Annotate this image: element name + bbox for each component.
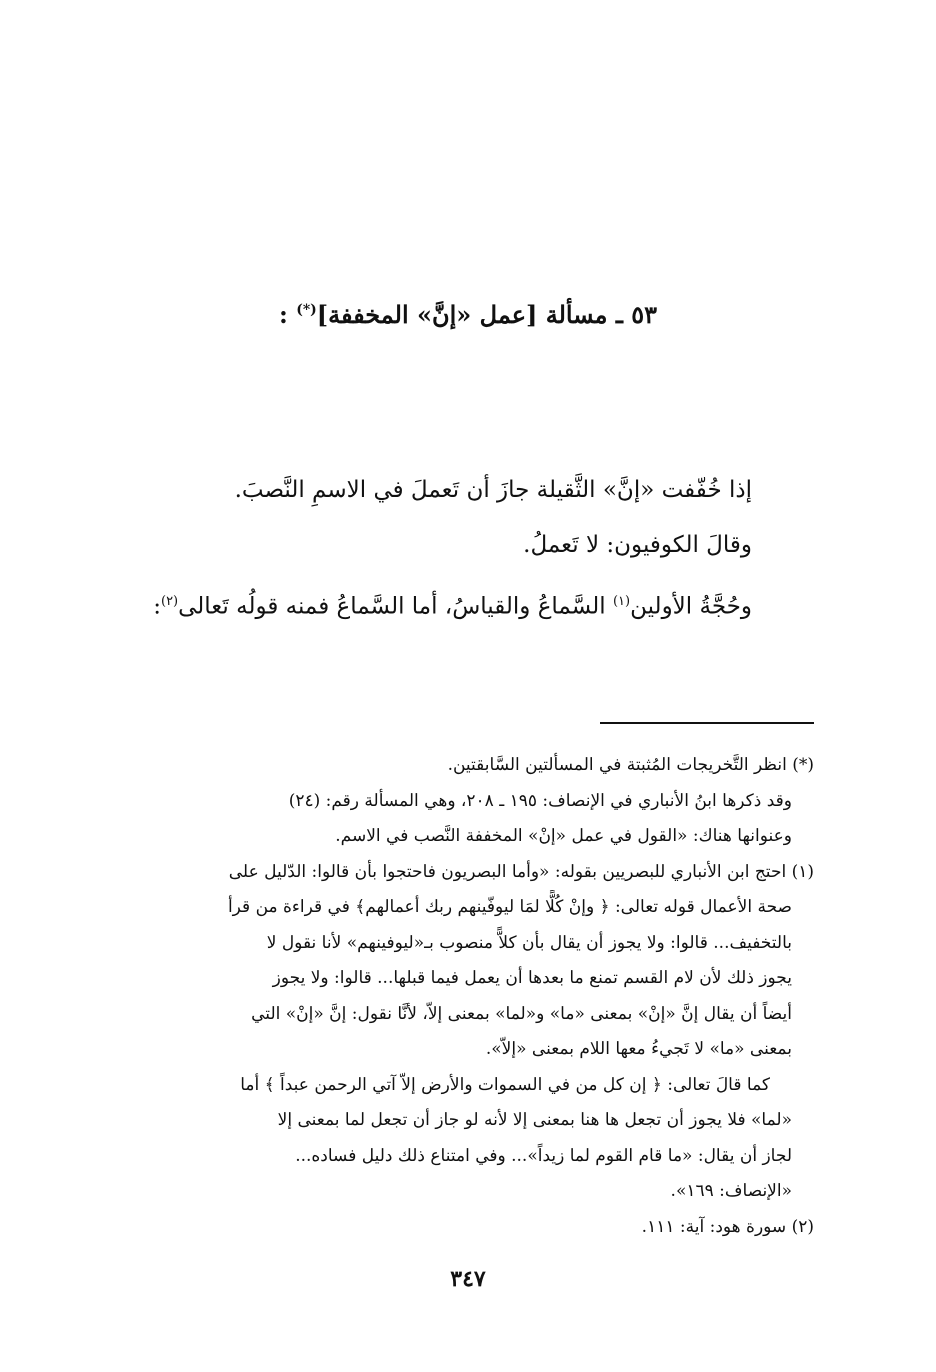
body-line-2-text: وقالَ الكوفيون: لا تَعملُ. [523,532,752,558]
footnote-line: بالتخفيف... قالوا: ولا يجوز أن يقال بأن كلاًّ منصوب بـ«ليوفينهم» لأنا نقول لا [266,932,792,953]
footnote-ref-1[interactable]: (١) [612,594,631,609]
footnote-separator [600,722,814,724]
body-line-1-text: إذا خُفّفت «إنَّ» الثَّقيلة جازَ أن تَعملَ في الاسمِ النَّصبَ. [234,477,752,503]
footnote-line: كما قالَ تعالى: ﴿ إن كل من في السموات والأرض إلاّ آتي الرحمن عبداً ﴾ أما [240,1074,770,1095]
body-line-3-end: : [153,593,161,620]
footnote-line: «لما» فلا يجوز أن تجعل ها هنا بمعنى إلا لأنه لو جاز أن تجعل لما بمعنى إلا [277,1110,792,1130]
footnote-line: يجوز ذلك لأن لام القسم تمنع ما بعدها أن يعمل فيما قبلها... قالوا: ولا يجوز [272,968,792,988]
footnote-line: وعنوانها هناك: «القول في عمل «إنْ» المخففة النَّصب في الاسم. [335,826,792,846]
heading-text: ٥٣ ـ مسألة [عمل «إنَّ» المخففة] [316,300,657,329]
footnote-line: أيضاً أن يقال إنَّ «إنْ» بمعنى «ما» و«لما» بمعنى إلاّ، لأنَّا نقول: إنَّ «إنْ» التي [251,1003,792,1024]
footnote-line: «الإنصاف: ١٦٩». [670,1181,792,1201]
footnote-line: لجاز أن يقال: «ما قام القوم لما زيداً»... وفي امتناع ذلك دليل فساده... [295,1145,792,1166]
footnote-line: وقد ذكرها ابنُ الأنباري في الإنصاف: ١٩٥ ـ ٢٠٨، وهي المسألة رقم: (٢٤) [288,790,792,811]
section-heading [120,290,816,335]
footnote-line: بمعنى «ما» لا تَجيءُ معها اللام بمعنى «إلاّ». [485,1039,792,1059]
footnote-ref-2[interactable]: (٢) [160,594,179,609]
body-line-3 [152,582,752,627]
body-line-3-middle: السَّماعُ والقياسُ، أما السَّماعُ فمنه قولُه تَعالى [178,593,613,620]
heading-footnote-marker[interactable]: (*) [296,302,317,318]
footnote-line: (*) انظر التَّخريجات المُثبتة في المسألتين السَّابقتين. [447,755,814,775]
body-line-3-start: وحُجَّةُ الأولين [630,593,752,620]
page-number: ٣٤٧ [450,1266,486,1292]
footnotes [114,748,814,1245]
footnote-line: (١) احتج ابن الأنباري للبصريين بقوله: «وأما البصريون فاحتجوا بأن قالوا: الدّليل على [228,861,814,882]
heading-colon: : [278,300,288,329]
footnote-line: صحة الأعمال قوله تعالى: ﴿ وإنْ كُلًّا لمَا ليوفّينهم ربك أعمالهم﴾ في قراءة من قرأ [227,897,792,917]
body-line-2 [152,525,752,565]
body-line-1 [152,470,752,510]
footnote-line: (٢) سورة هود: آية: ١١١. [641,1216,814,1237]
